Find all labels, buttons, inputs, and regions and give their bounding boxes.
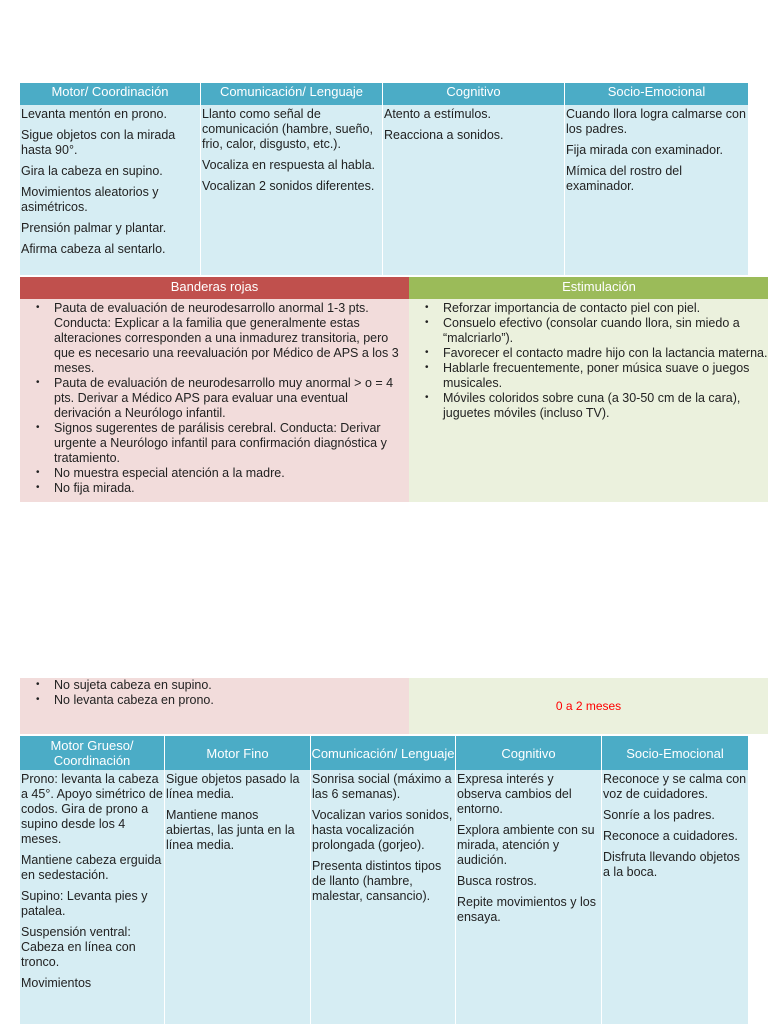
table1-header-row	[20, 83, 748, 105]
list-item: Sigue objetos con la mirada hasta 90°.	[21, 128, 176, 157]
list-item: • No fija mirada.	[54, 481, 403, 496]
table2-header-motor-grueso: Motor Grueso/ Coordinación	[20, 736, 165, 770]
list-item: Levanta mentón en prono.	[21, 107, 167, 121]
list-item: • Hablarle frecuentemente, poner música suave o juegos musicales.	[443, 361, 768, 391]
list-item: • Pauta de evaluación de neurodesarrollo anormal 1-3 pts. Conducta: Explicar a la familia que generalmente estas alteraciones corresponden a una inmadurez transitoria, pero que es necesario una reevaluación por Médico de APS a los 3 meses.	[54, 301, 403, 376]
table2-col-cognitivo	[456, 770, 602, 1024]
list-item: Supino: Levanta pies y patalea.	[21, 889, 148, 918]
age-range-panel	[409, 678, 768, 734]
list-item: Sonrisa social (máximo a las 6 semanas).	[312, 772, 452, 801]
table2-header-comunicacion: Comunicación/ Lenguaje	[311, 736, 456, 770]
list-item: Mantiene manos abiertas, las junta en la línea media.	[166, 808, 295, 852]
table2-col-motor-grueso	[20, 770, 165, 1024]
table1-body-row	[20, 105, 748, 275]
list-item: • No muestra especial atención a la madre.	[54, 466, 403, 481]
stimulation-title: Estimulación	[409, 277, 768, 299]
list-item: Llanto como señal de comunicación (hambre, sueño, frio, calor, disgusto, etc.).	[202, 107, 373, 151]
list-item: Busca rostros.	[457, 874, 537, 888]
table2-header-socioemocional: Socio-Emocional	[602, 736, 748, 770]
list-item: • No sujeta cabeza en supino.	[54, 678, 409, 693]
red-flags-panel	[20, 277, 409, 502]
list-item: Vocalizan 2 sonidos diferentes.	[202, 179, 375, 193]
table2-header-row	[20, 736, 748, 770]
list-item: Repite movimientos y los ensaya.	[457, 895, 596, 924]
list-item: Disfruta llevando objetos a la boca.	[603, 850, 740, 879]
red-flags-title: Banderas rojas	[20, 277, 409, 299]
stimulation-body	[409, 299, 768, 502]
list-item: Mantiene cabeza erguida en sedestación.	[21, 853, 162, 882]
table2-col-comunicacion	[311, 770, 456, 1024]
milestones-table-2	[20, 736, 748, 1024]
table1-header-comunicacion: Comunicación/ Lenguaje	[201, 83, 383, 105]
list-item: Expresa interés y observa cambios del entorno.	[457, 772, 572, 816]
list-item: Sigue objetos pasado la línea media.	[166, 772, 300, 801]
list-item: • No levanta cabeza en prono.	[54, 693, 409, 708]
list-item: Cuando llora logra calmarse con los padres.	[566, 107, 746, 136]
list-item: Vocaliza en respuesta al habla.	[202, 158, 376, 172]
list-item: Sonríe a los padres.	[603, 808, 715, 822]
age-range-label: 0 a 2 meses	[555, 698, 622, 713]
list-item: Reacciona a sonidos.	[384, 128, 504, 142]
list-item: Afirma cabeza al sentarlo.	[21, 242, 166, 256]
red-flags-body	[20, 299, 409, 502]
table1-header-motor: Motor/ Coordinación	[20, 83, 201, 105]
list-item: Atento a estímulos.	[384, 107, 492, 121]
list-item: Reconoce a cuidadores.	[603, 829, 738, 843]
stimulation-panel	[409, 277, 768, 502]
list-item: Mímica del rostro del examinador.	[566, 164, 683, 193]
list-item: Suspensión ventral: Cabeza en línea con tronco.	[21, 925, 136, 969]
table1-header-cognitivo: Cognitivo	[383, 83, 565, 105]
table2-header-motor-fino: Motor Fino	[165, 736, 311, 770]
list-item: Movimientos	[21, 976, 92, 990]
list-item: Prensión palmar y plantar.	[21, 221, 167, 235]
table1-col-socioemocional	[565, 105, 748, 275]
list-item: Fija mirada con examinador.	[566, 143, 724, 157]
table2-body-row	[20, 770, 748, 1024]
list-item: • Reforzar importancia de contacto piel con piel.	[443, 301, 768, 316]
list-item: Movimientos aleatorios y asimétricos.	[21, 185, 159, 214]
table1-col-cognitivo	[383, 105, 565, 275]
list-item: Reconoce y se calma con voz de cuidadores.	[603, 772, 747, 801]
list-item: Prono: levanta la cabeza a 45°. Apoyo simétrico de codos. Gira de prono a supino desde los 4 meses.	[21, 772, 163, 846]
list-item: • Móviles coloridos sobre cuna (a 30-50 cm de la cara), juguetes móviles (incluso TV).	[443, 391, 768, 421]
list-item: • Favorecer el contacto madre hijo con la lactancia materna.	[443, 346, 768, 361]
red-flags-continued	[20, 678, 409, 734]
table2-header-cognitivo: Cognitivo	[456, 736, 602, 770]
list-item: • Signos sugerentes de parálisis cerebral. Conducta: Derivar urgente a Neurólogo infantil para confirmación diagnóstica y tratamiento.	[54, 421, 403, 466]
list-item: Vocalizan varios sonidos, hasta vocalización prolongada (gorjeo).	[312, 808, 453, 852]
table2-col-motor-fino	[165, 770, 311, 1024]
list-item: Presenta distintos tipos de llanto (hambre, malestar, cansancio).	[312, 859, 442, 903]
list-item: Explora ambiente con su mirada, atención y audición.	[457, 823, 595, 867]
table1-header-socioemocional: Socio-Emocional	[565, 83, 748, 105]
list-item: • Pauta de evaluación de neurodesarrollo muy anormal > o = 4 pts. Derivar a Médico APS para evaluar una eventual derivación a Neurólogo infantil.	[54, 376, 403, 421]
table1-col-comunicacion	[201, 105, 383, 275]
table1-col-motor	[20, 105, 201, 275]
table2-col-socioemocional	[602, 770, 748, 1024]
list-item: • Consuelo efectivo (consolar cuando llora, sin miedo a “malcriarlo”).	[443, 316, 768, 346]
list-item: Gira la cabeza en supino.	[21, 164, 163, 178]
milestones-table-1	[20, 83, 748, 275]
